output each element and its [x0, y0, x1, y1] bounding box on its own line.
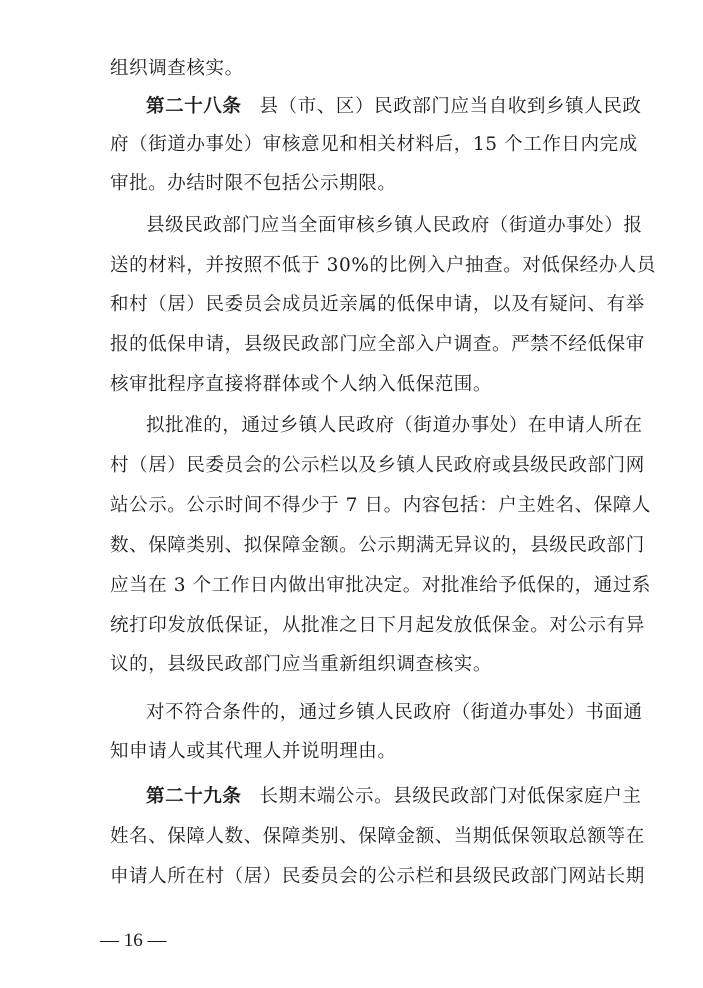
article-29-line [146, 785, 642, 809]
text-line: 长期末端公示。县级民政部门对低保家庭户主 [259, 786, 642, 807]
text-line: 知申请人或其代理人并说明理由。 [110, 741, 397, 762]
text-line: 拟批准的，通过乡镇人民政府（街道办事处）在申请人所在 [146, 415, 643, 436]
text-line: 统打印发放低保证，从批准之日下月起发放低保金。对公示有异 [110, 615, 645, 636]
text-line: 数、保障类别、拟保障金额。公示期满无异议的，县级民政部门 [110, 535, 645, 556]
text-line: 审批。办结时限不包括公示期限。 [110, 173, 397, 194]
text-line: 姓名、保障人数、保障类别、保障金额、当期低保领取总额等在 [110, 826, 645, 847]
text-line: 申请人所在村（居）民委员会的公示栏和县级民政部门网站长期 [110, 866, 645, 887]
text-line: 村（居）民委员会的公示栏以及乡镇人民政府或县级民政部门网 [110, 455, 645, 476]
text-line: 议的，县级民政部门应当重新组织调查核实。 [110, 654, 493, 675]
text-line: 县（市、区）民政部门应当自收到乡镇人民政 [259, 96, 642, 117]
text-line: 对不符合条件的，通过乡镇人民政府（街道办事处）书面通 [146, 702, 643, 723]
text-line: 核审批程序直接将群体或个人纳入低保范围。 [110, 374, 493, 395]
article-heading: 第二十八条 [146, 96, 242, 117]
text-line: 和村（居）民委员会成员近亲属的低保申请，以及有疑问、有举 [110, 294, 645, 315]
text-line: 报的低保申请，县级民政部门应全部入户调查。严禁不经低保审 [110, 334, 645, 355]
article-heading: 第二十九条 [146, 786, 242, 807]
text-line: 站公示。公示时间不得少于 7 日。内容包括：户主姓名、保障人 [110, 495, 652, 516]
text-line: 组织调查核实。 [110, 58, 244, 79]
text-line: 送的材料，并按照不低于 30%的比例入户抽查。对低保经办人员 [110, 255, 657, 276]
text-line: 县级民政部门应当全面审核乡镇人民政府（街道办事处）报 [146, 215, 643, 236]
text-line: 府（街道办事处）审核意见和相关材料后，15 个工作日内完成 [110, 134, 638, 155]
article-28-line [146, 95, 642, 119]
page-number: — 16 — [100, 930, 167, 951]
text-line: 应当在 3 个工作日内做出审批决定。对批准给予低保的，通过系 [110, 575, 652, 596]
